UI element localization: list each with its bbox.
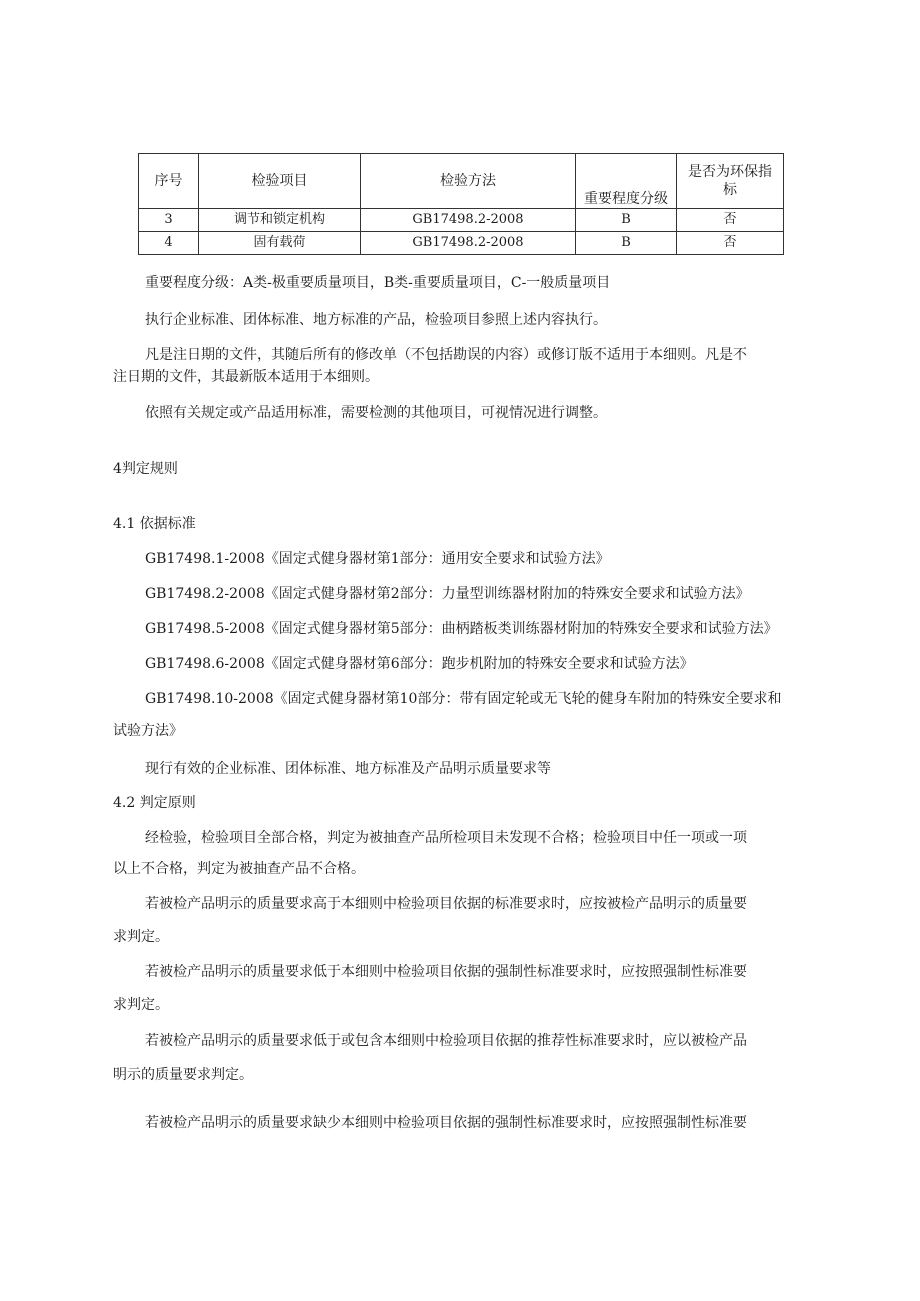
cell-serial: 4 — [139, 232, 199, 255]
principle-3-line2: 求判定。 — [113, 997, 169, 1013]
header-environmental-line1: 是否为环保指 — [688, 164, 772, 180]
principle-4-line2: 明示的质量要求判定。 — [113, 1067, 253, 1083]
header-method: 检验方法 — [361, 154, 576, 209]
principle-3-line1: 若被检产品明示的质量要求低于本细则中检验项目依据的强制性标准要求时，应按照强制性标准要 — [145, 964, 747, 980]
header-serial: 序号 — [139, 154, 199, 209]
standard-10-line1: GB17498.10-2008《固定式健身器材第10部分：带有固定轮或无飞轮的健身车附加的特殊安全要求和 — [145, 691, 782, 707]
header-item: 检验项目 — [199, 154, 361, 209]
header-importance: 重要程度分级 — [576, 154, 677, 209]
standard-10-line2: 试验方法》 — [113, 723, 183, 739]
table-row — [139, 209, 784, 232]
enterprise-note: 执行企业标准、团体标准、地方标准的产品，检验项目参照上述内容执行。 — [145, 312, 607, 328]
cell-method: GB17498.2-2008 — [361, 209, 576, 232]
principle-1-line1: 经检验，检验项目全部合格，判定为被抽查产品所检项目未发现不合格；检验项目中任一项或一项 — [145, 830, 747, 846]
cell-environmental: 否 — [677, 209, 784, 232]
cell-item: 调节和锁定机构 — [199, 209, 361, 232]
principle-4-line1: 若被检产品明示的质量要求低于或包含本细则中检验项目依据的推荐性标准要求时，应以被检产品 — [145, 1033, 747, 1049]
dated-note-line2: 注日期的文件，其最新版本适用于本细则。 — [113, 369, 379, 385]
importance-note: 重要程度分级：A类-极重要质量项目，B类-重要质量项目，C-一般质量项目 — [145, 275, 611, 291]
cell-method: GB17498.2-2008 — [361, 232, 576, 255]
cell-importance: B — [576, 209, 677, 232]
section-4-title: 4判定规则 — [113, 461, 178, 477]
cell-environmental: 否 — [677, 232, 784, 255]
principle-1-line2: 以上不合格，判定为被抽查产品不合格。 — [113, 861, 365, 877]
inspection-items-table — [138, 153, 784, 255]
section-4-2-title: 4.2 判定原则 — [113, 795, 196, 811]
dated-note-line1: 凡是注日期的文件，其随后所有的修改单（不包括勘误的内容）或修订版不适用于本细则。凡是不 — [145, 347, 747, 363]
header-environmental-line2: 标 — [723, 182, 737, 198]
cell-item: 固有载荷 — [199, 232, 361, 255]
section-4-1-title: 4.1 依据标准 — [113, 516, 196, 532]
standard-item: GB17498.2-2008《固定式健身器材第2部分：力量型训练器材附加的特殊安全要求和试验方法》 — [145, 586, 750, 602]
cell-serial: 3 — [139, 209, 199, 232]
standard-item: GB17498.5-2008《固定式健身器材第5部分：曲柄踏板类训练器材附加的特殊安全要求和试验方法》 — [145, 621, 778, 637]
header-environmental — [677, 154, 784, 209]
principle-5-line1: 若被检产品明示的质量要求缺少本细则中检验项目依据的强制性标准要求时，应按照强制性标准要 — [145, 1115, 747, 1131]
standard-item: GB17498.1-2008《固定式健身器材第1部分：通用安全要求和试验方法》 — [145, 551, 610, 567]
principle-2-line2: 求判定。 — [113, 929, 169, 945]
principle-2-line1: 若被检产品明示的质量要求高于本细则中检验项目依据的标准要求时，应按被检产品明示的质量要 — [145, 896, 747, 912]
cell-importance: B — [576, 232, 677, 255]
adjust-note: 依照有关规定或产品适用标准，需要检测的其他项目，可视情况进行调整。 — [145, 405, 607, 421]
table-header-row — [139, 154, 784, 209]
current-standards-note: 现行有效的企业标准、团体标准、地方标准及产品明示质量要求等 — [145, 761, 551, 777]
table-row — [139, 232, 784, 255]
standard-item: GB17498.6-2008《固定式健身器材第6部分：跑步机附加的特殊安全要求和试验方法》 — [145, 656, 694, 672]
